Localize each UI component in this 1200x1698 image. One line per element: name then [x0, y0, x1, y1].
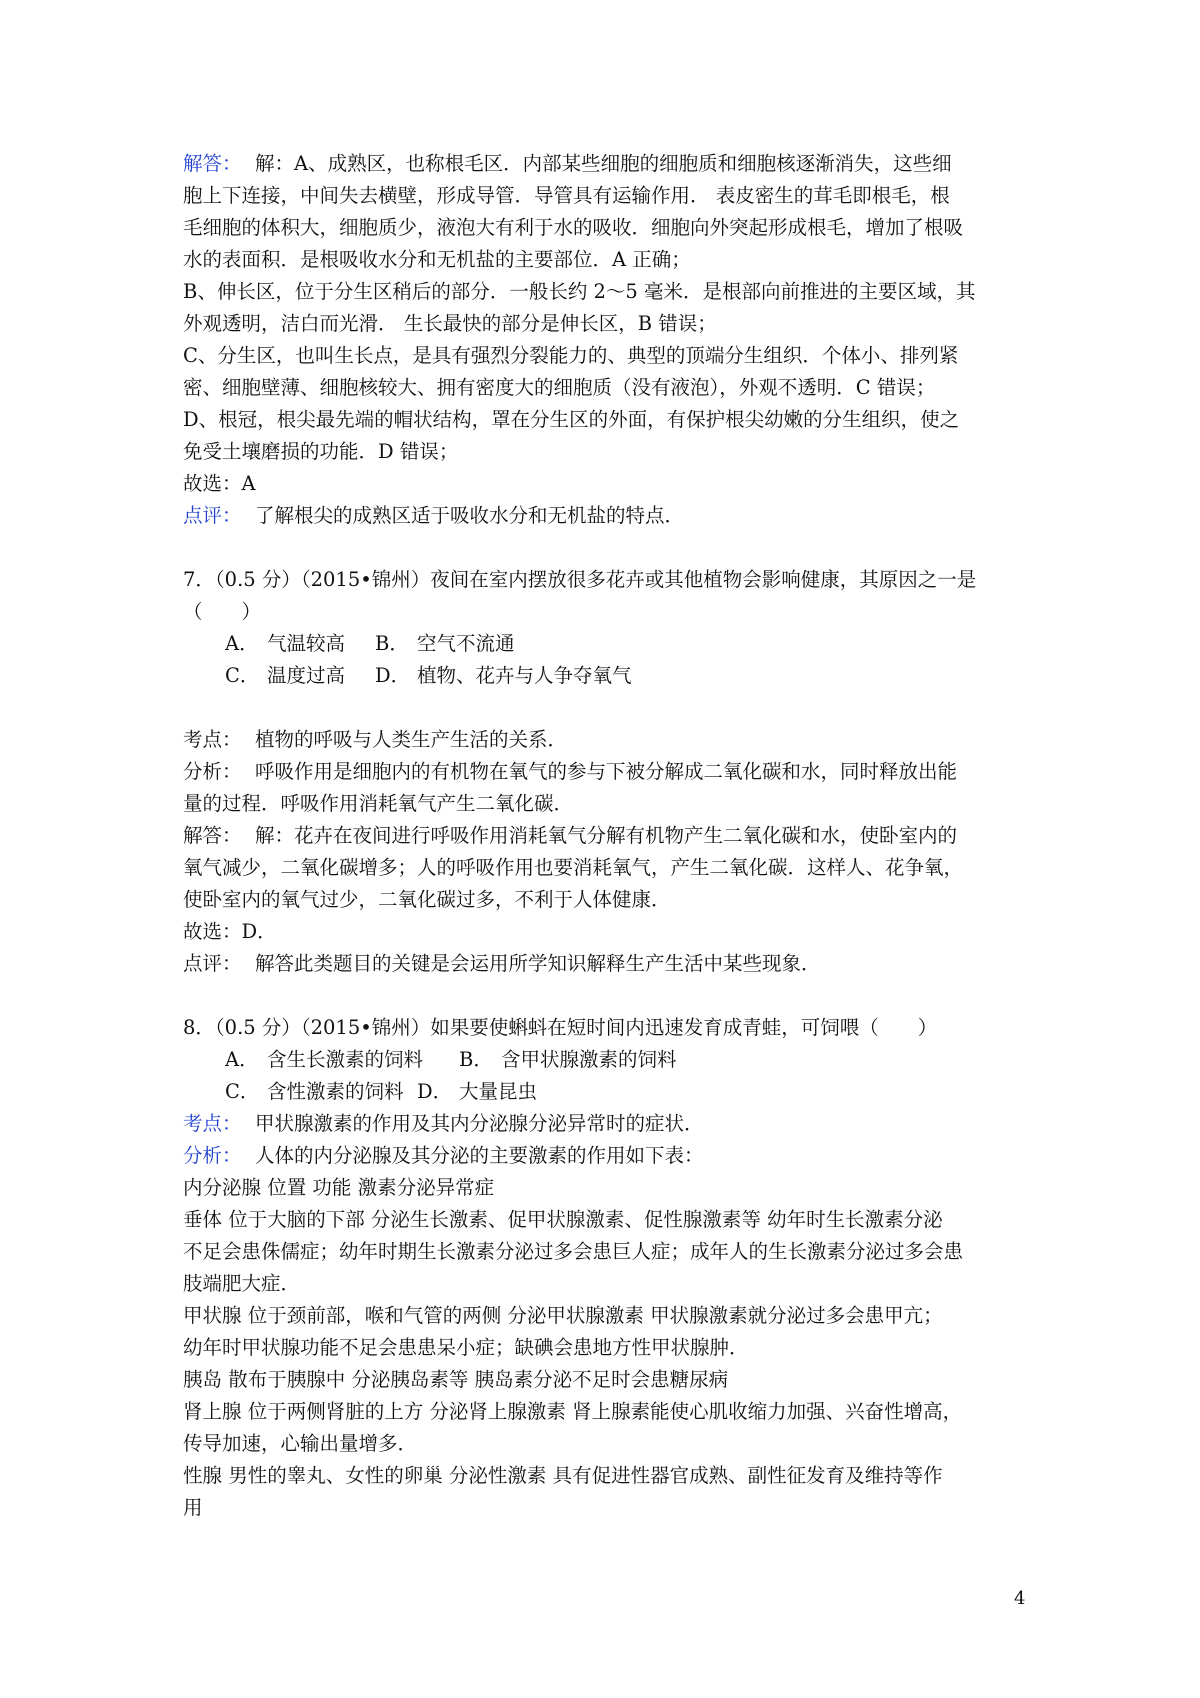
q7-option-a-text: 气温较高 [267, 632, 346, 655]
q6-answer-line: 毛细胞的体积大，细胞质少，液泡大有利于水的吸收．细胞向外突起形成根毛，增加了根吸 [183, 216, 964, 239]
q8-point-line [183, 1108, 1031, 1140]
q7-choice: 故选：D． [183, 920, 277, 943]
q7-option-b-key: B． [375, 632, 409, 655]
q6-answer-line: B、伸长区，位于分生区稍后的部分．一般长约 2～5 毫米．是根部向前推进的主要区域，其 [183, 280, 976, 303]
q8-table-line: 肢端肥大症． [183, 1272, 301, 1295]
q8-table-line: 垂体 位于大脑的下部 分泌生长激素、促甲状腺激素、促性腺激素等 幼年时生长激素分泌 [183, 1208, 943, 1231]
q8-table-line: 内分泌腺 位置 功能 激素分泌异常症 [183, 1176, 495, 1199]
q8-analysis-label: 分析： [183, 1144, 242, 1167]
q8-table-line: 传导加速，心输出量增多． [183, 1432, 418, 1455]
q7-option-d-key: D． [375, 664, 411, 687]
q6-comment-line [183, 500, 1031, 532]
q8-table-line: 肾上腺 位于两侧肾脏的上方 分泌肾上腺激素 肾上腺素能使心肌收缩力加强、兴奋性增高， [183, 1400, 963, 1423]
q6-answer-line: 水的表面积．是根吸收水分和无机盐的主要部位．A 正确； [183, 248, 691, 271]
q8-analysis: 人体的内分泌腺及其分泌的主要激素的作用如下表： [255, 1144, 704, 1167]
q7-point: 植物的呼吸与人类生产生活的关系． [255, 728, 568, 751]
q7-analysis-label: 分析： [183, 760, 242, 783]
q8-option-d-text: 大量昆虫 [459, 1080, 538, 1103]
q8-option-b-key: B． [459, 1048, 493, 1071]
q8-option-a-text: 含生长激素的饲料 [267, 1048, 424, 1071]
q7-option-c-key: C． [225, 664, 260, 687]
page-content [183, 148, 1031, 1524]
q8-option-c-text: 含性激素的饲料 [267, 1080, 404, 1103]
q6-answer-line: C、分生区，也叫生长点，是具有强烈分裂能力的、典型的顶端分生组织．个体小、排列紧 [183, 344, 959, 367]
q7-analysis-line: 量的过程．呼吸作用消耗氧气产生二氧化碳． [183, 792, 574, 815]
q6-answer-line: D、根冠，根尖最先端的帽状结构，罩在分生区的外面，有保护根尖幼嫩的分生组织，使之 [183, 408, 960, 431]
q8-options-row [183, 1044, 1031, 1076]
q7-point-line [183, 724, 1031, 756]
q7-comment-label: 点评： [183, 952, 242, 975]
q7-stem-line: 7．（0.5 分）（2015•锦州）夜间在室内摆放很多花卉或其他植物会影响健康，其原因之一是 [183, 568, 977, 591]
q6-answer-text: 解：A、成熟区，也称根毛区．内部某些细胞的细胞质和细胞核逐渐消失，这些细 [255, 152, 952, 175]
q8-option-d-key: D． [417, 1080, 453, 1103]
q7-answer-line [183, 820, 1031, 852]
q7-comment: 解答此类题目的关键是会运用所学知识解释生产生活中某些现象． [255, 952, 821, 975]
q7-stem-line: （ ） [183, 600, 262, 623]
spacer [183, 692, 1031, 724]
q8-option-b-text: 含甲状腺激素的饲料 [501, 1048, 677, 1071]
q8-table-line: 胰岛 散布于胰腺中 分泌胰岛素等 胰岛素分泌不足时会患糖尿病 [183, 1368, 729, 1391]
q7-analysis-text: 呼吸作用是细胞内的有机物在氧气的参与下被分解成二氧化碳和水，同时释放出能 [255, 760, 958, 783]
q7-answer-line: 使卧室内的氧气过少，二氧化碳过多，不利于人体健康． [183, 888, 671, 911]
q8-table-line: 幼年时甲状腺功能不足会患患呆小症；缺碘会患地方性甲状腺肿． [183, 1336, 749, 1359]
spacer [183, 980, 1031, 1012]
q6-answer-line: 密、细胞壁薄、细胞核较大、拥有密度大的细胞质（没有液泡），外观不透明．C 错误； [183, 376, 936, 399]
q8-options-row [183, 1076, 1031, 1108]
q6-comment: 了解根尖的成熟区适于吸收水分和无机盐的特点． [255, 504, 685, 527]
q7-options-row [183, 660, 1031, 692]
q8-analysis-line [183, 1140, 1031, 1172]
q6-answer-line: 胞上下连接，中间失去横壁，形成导管．导管具有运输作用． 表皮密生的茸毛即根毛，根 [183, 184, 950, 207]
q7-comment-line [183, 948, 1031, 980]
q8-point: 甲状腺激素的作用及其内分泌腺分泌异常时的症状． [255, 1112, 704, 1135]
q7-answer-label: 解答： [183, 824, 242, 847]
q7-answer-line: 氧气减少，二氧化碳增多；人的呼吸作用也要消耗氧气，产生二氧化碳．这样人、花争氧， [183, 856, 964, 879]
q7-analysis-line [183, 756, 1031, 788]
q6-choice: 故选：A [183, 472, 256, 495]
q8-option-c-key: C． [225, 1080, 260, 1103]
q6-answer-line-0 [183, 148, 1031, 180]
q7-point-label: 考点： [183, 728, 242, 751]
q7-answer-text: 解：花卉在夜间进行呼吸作用消耗氧气分解有机物产生二氧化碳和水，使卧室内的 [255, 824, 958, 847]
q8-table-line: 甲状腺 位于颈前部，喉和气管的两侧 分泌甲状腺激素 甲状腺激素就分泌过多会患甲亢； [183, 1304, 943, 1327]
q7-option-a-key: A． [225, 632, 259, 655]
q7-options-row [183, 628, 1031, 660]
q7-option-c-text: 温度过高 [267, 664, 346, 687]
q7-option-b-text: 空气不流通 [417, 632, 515, 655]
q8-table-line: 不足会患侏儒症；幼年时期生长激素分泌过多会患巨人症；成年人的生长激素分泌过多会患 [183, 1240, 964, 1263]
q8-option-a-key: A． [225, 1048, 259, 1071]
q8-point-label: 考点： [183, 1112, 242, 1135]
q6-answer-line: 免受土壤磨损的功能．D 错误； [183, 440, 459, 463]
q8-stem: 8．（0.5 分）（2015•锦州）如果要使蝌蚪在短时间内迅速发育成青蛙，可饲喂（ ） [183, 1016, 938, 1039]
q8-table-line: 用 [183, 1496, 203, 1519]
q8-table-line: 性腺 男性的睾丸、女性的卵巢 分泌性激素 具有促进性器官成熟、副性征发育及维持等作 [183, 1464, 943, 1487]
q7-option-d-text: 植物、花卉与人争夺氧气 [417, 664, 632, 687]
spacer [183, 532, 1031, 564]
q6-comment-label: 点评： [183, 504, 242, 527]
q6-answer-line: 外观透明，洁白而光滑． 生长最快的部分是伸长区，B 错误； [183, 312, 717, 335]
q6-answer-label: 解答： [183, 152, 242, 175]
page-number: 4 [1014, 1588, 1026, 1609]
